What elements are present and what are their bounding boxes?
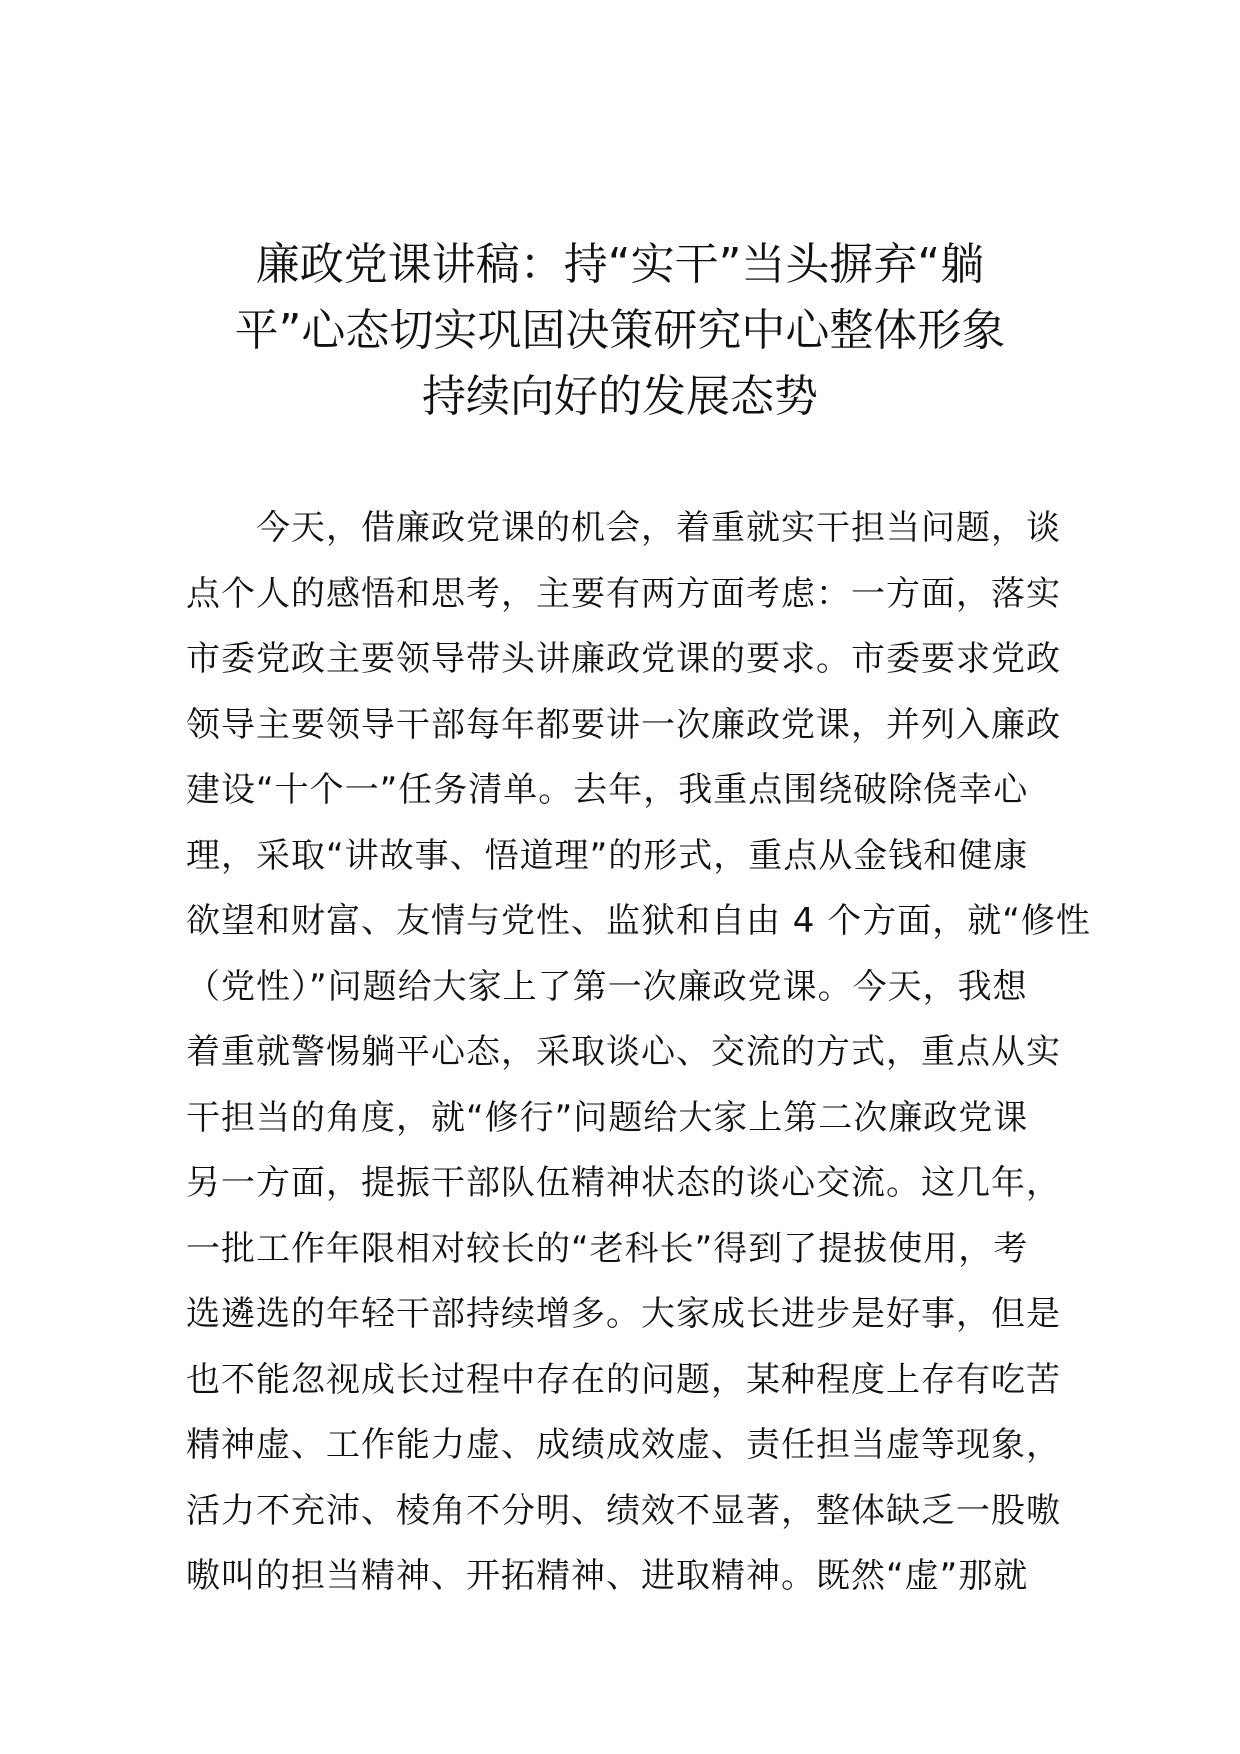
body-line: 另一方面，提振干部队伍精神状态的谈心交流。这几年， [186,1163,1061,1203]
body-paragraph [186,496,1091,1610]
body-line: 一批工作年限相对较长的“老科长”得到了提拔使用，考 [186,1228,1029,1269]
body-line: 市委党政主要领导带头讲廉政党课的要求。市委要求党政 [186,639,1061,679]
body-line: 点个人的感悟和思考，主要有两方面考虑：一方面，落实 [186,573,1061,614]
body-line: 精神虚、工作能力虚、成绩成效虚、责任担当虚等现象， [186,1425,1061,1465]
body-line: 理，采取“讲故事、悟道理”的形式，重点从金钱和健康 [186,835,1029,876]
body-line: 干担当的角度，就“修行”问题给大家上第二次廉政党课 [186,1097,1029,1138]
body-line: （党性）”问题给大家上了第一次廉政党课。今天，我想 [186,966,1028,1007]
body-line: 欲望和财富、友情与党性、监狱和自由 4 个方面，就“修性 [186,901,1091,941]
body-line: 也不能忽视成长过程中存在的问题，某种程度上存有吃苦 [186,1359,1061,1400]
body-line: 着重就警惕躺平心态，采取谈心、交流的方式，重点从实 [186,1032,1061,1072]
title-line: 持续向好的发展态势 [422,371,818,422]
body-line: 领导主要领导干部每年都要讲一次廉政党课，并列入廉政 [186,704,1061,745]
body-line: 今天，借廉政党课的机会，着重就实干担当问题，谈 [256,508,1061,548]
title-line: 平”心态切实巩固决策研究中心整体形象 [234,305,1006,356]
body-line: 选遴选的年轻干部持续增多。大家成长进步是好事，但是 [186,1294,1061,1334]
document-title [190,232,1050,430]
body-line: 嗷叫的担当精神、开拓精神、进取精神。既然“虚”那就 [186,1556,1029,1596]
title-line: 廉政党课讲稿：持“实干”当头摒弃“躺 [255,239,985,290]
body-line: 建设“十个一”任务清单。去年，我重点围绕破除侥幸心 [186,770,1029,810]
body-line: 活力不充沛、棱角不分明、绩效不显著，整体缺乏一股嗷 [186,1490,1061,1531]
